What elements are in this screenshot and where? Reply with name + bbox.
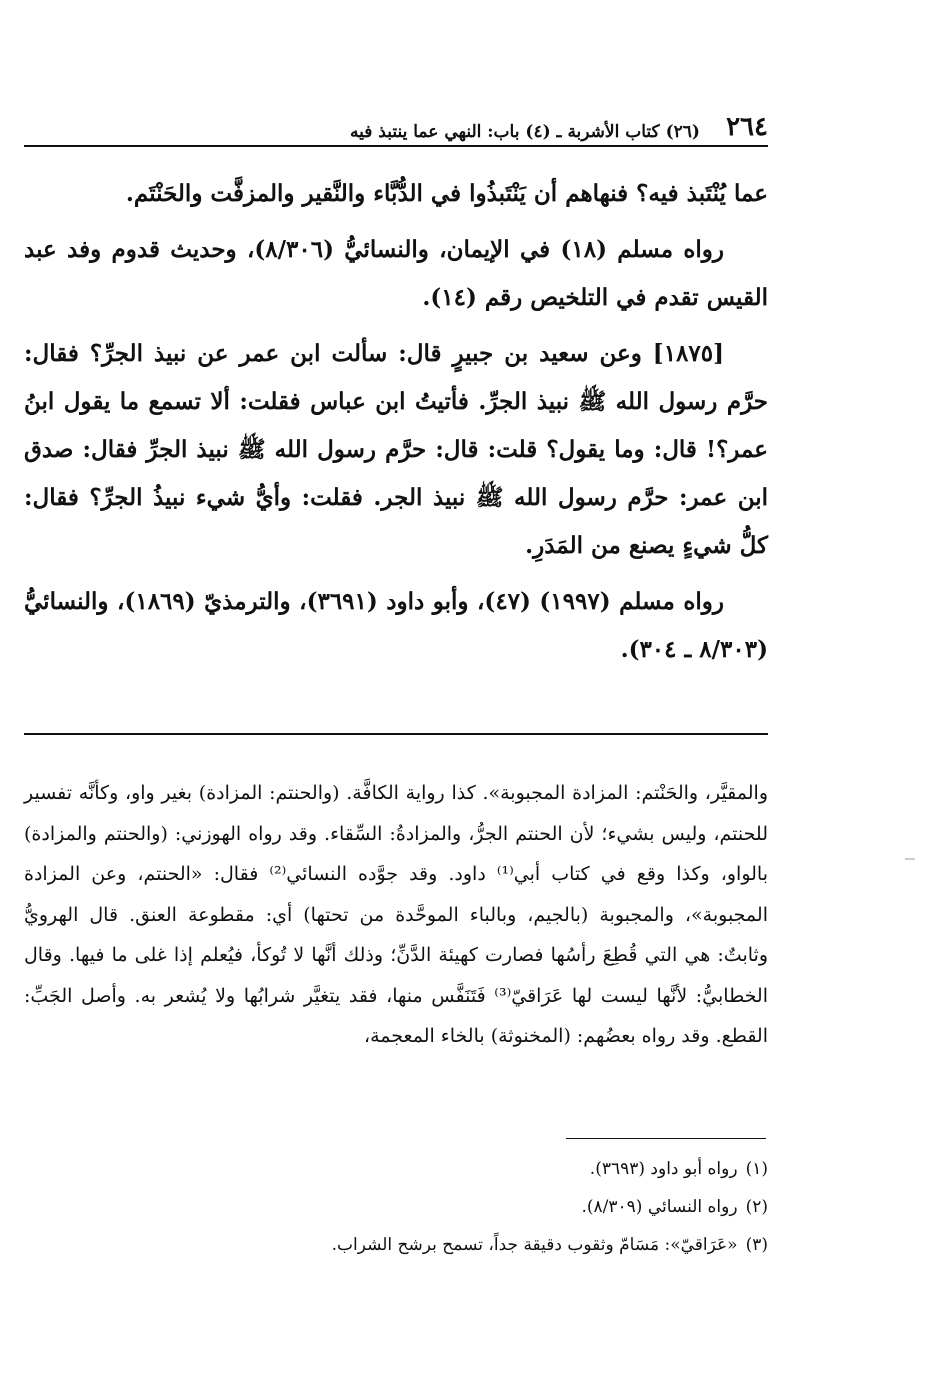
hadith-1875: [١٨٧٥] وعن سعيد بن جبيرٍ قال: سألت ابن عمر عن نبيذ الجرِّ؟ فقال: حرَّم رسول الله ﷺ نبيذ الجرِّ. فأتيتُ ابن عباس فقلت: ألا تسمع ما يقول ابنُ عمر؟! قال: وما يقول؟ قلت: قال: حرَّم رسول الله ﷺ نبيذ الجرِّ فقال: صدق ابن عمر: حرَّم رسول الله ﷺ نبيذ الجر. فقلت: وأيُّ شيء نبيذُ الجرِّ؟ فقال: كلُّ شيءٍ يصنع من المَدَرِ. bbox=[24, 340, 768, 559]
footnote-mark: (١) bbox=[745, 1159, 768, 1179]
main-text bbox=[24, 170, 768, 674]
page-header bbox=[24, 108, 768, 142]
page-number: ٢٦٤ bbox=[726, 112, 768, 142]
section-divider bbox=[24, 733, 768, 735]
footnote-text: «عَرَاقيّ»: مَسَامّ وثقوب دقيقة جداً، تسمح برشح الشراب. bbox=[331, 1235, 738, 1255]
commentary-text: والمقيَّر، والحَنْتم: المزادة المجبوبة». كذا رواية الكافَّة. (والحنتم: المزادة) بغير واو، وكأنَّه تفسير للحنتم، وليس بشيء؛ لأن الحنتم الجرُّ، والمزادةُ: السِّقاء. وقد رواه الهوزني: (والحنتم والمزادة) بالواو، وكذا وقع في كتاب أبي⁽¹⁾ داود. وقد جوَّده النسائي⁽²⁾ فقال: «الحنتم، وعن المزادة المجبوبة»، والمجبوبة (بالجيم، وبالباء الموحَّدة من تحتها) أي: مقطوعة العنق. قال الهرويُّ وثابتٌ: هي التي قُطِعَ رأسُها فصارت كهيئة الدَّنِّ؛ وذلك أنَّها لا تُوكأ، فيُعلم إذا غلى ما فيها. وقال الخطابيُّ: لأنَّها ليست لها عَرَاقيّ⁽³⁾ فَتَنَفَّس منها، فقد يتغيَّر شرابُها ولا يُشعر به. وأصل الجَبِّ: القطع. وقد رواه بعضُهم: (المخنوثة) بالخاء المعجمة، bbox=[24, 782, 769, 1047]
footnote bbox=[24, 1188, 768, 1226]
footnote bbox=[24, 1150, 768, 1188]
hadith-reference: رواه مسلم (١٨) في الإيمان، والنسائيُّ (٨/٣٠٦)، وحديث قدوم وفد عبد القيس تقدم في التلخيص رقم (١٤). bbox=[24, 236, 768, 311]
scan-speck bbox=[905, 858, 915, 860]
header-rule bbox=[24, 145, 768, 147]
footnote bbox=[24, 1226, 768, 1264]
hadith-continuation: عما يُنْتَبذ فيه؟ فنهاهم أن يَنْتَبذُوا في الدُّبَّاء والنَّقير والمزفَّت والحَنْتَم. bbox=[125, 180, 768, 207]
footnote-mark: (٢) bbox=[745, 1197, 768, 1217]
footnote-text: رواه أبو داود (٣٦٩٣). bbox=[589, 1159, 738, 1179]
footnote-mark: (٣) bbox=[745, 1235, 768, 1255]
commentary bbox=[24, 773, 768, 1057]
footnotes bbox=[24, 1150, 768, 1264]
hadith-reference: رواه مسلم (١٩٩٧) (٤٧)، وأبو داود (٣٦٩١)، والترمذيّ (١٨٦٩)، والنسائيُّ (٨/٣٠٣ ـ ٣٠٤). bbox=[24, 588, 768, 663]
footnote-text: رواه النسائي (٨/٣٠٩). bbox=[581, 1197, 738, 1217]
footnote-rule bbox=[566, 1138, 766, 1139]
running-title: (٢٦) كتاب الأشربة ـ (٤) باب: النهي عما ينتبذ فيه bbox=[350, 122, 700, 142]
